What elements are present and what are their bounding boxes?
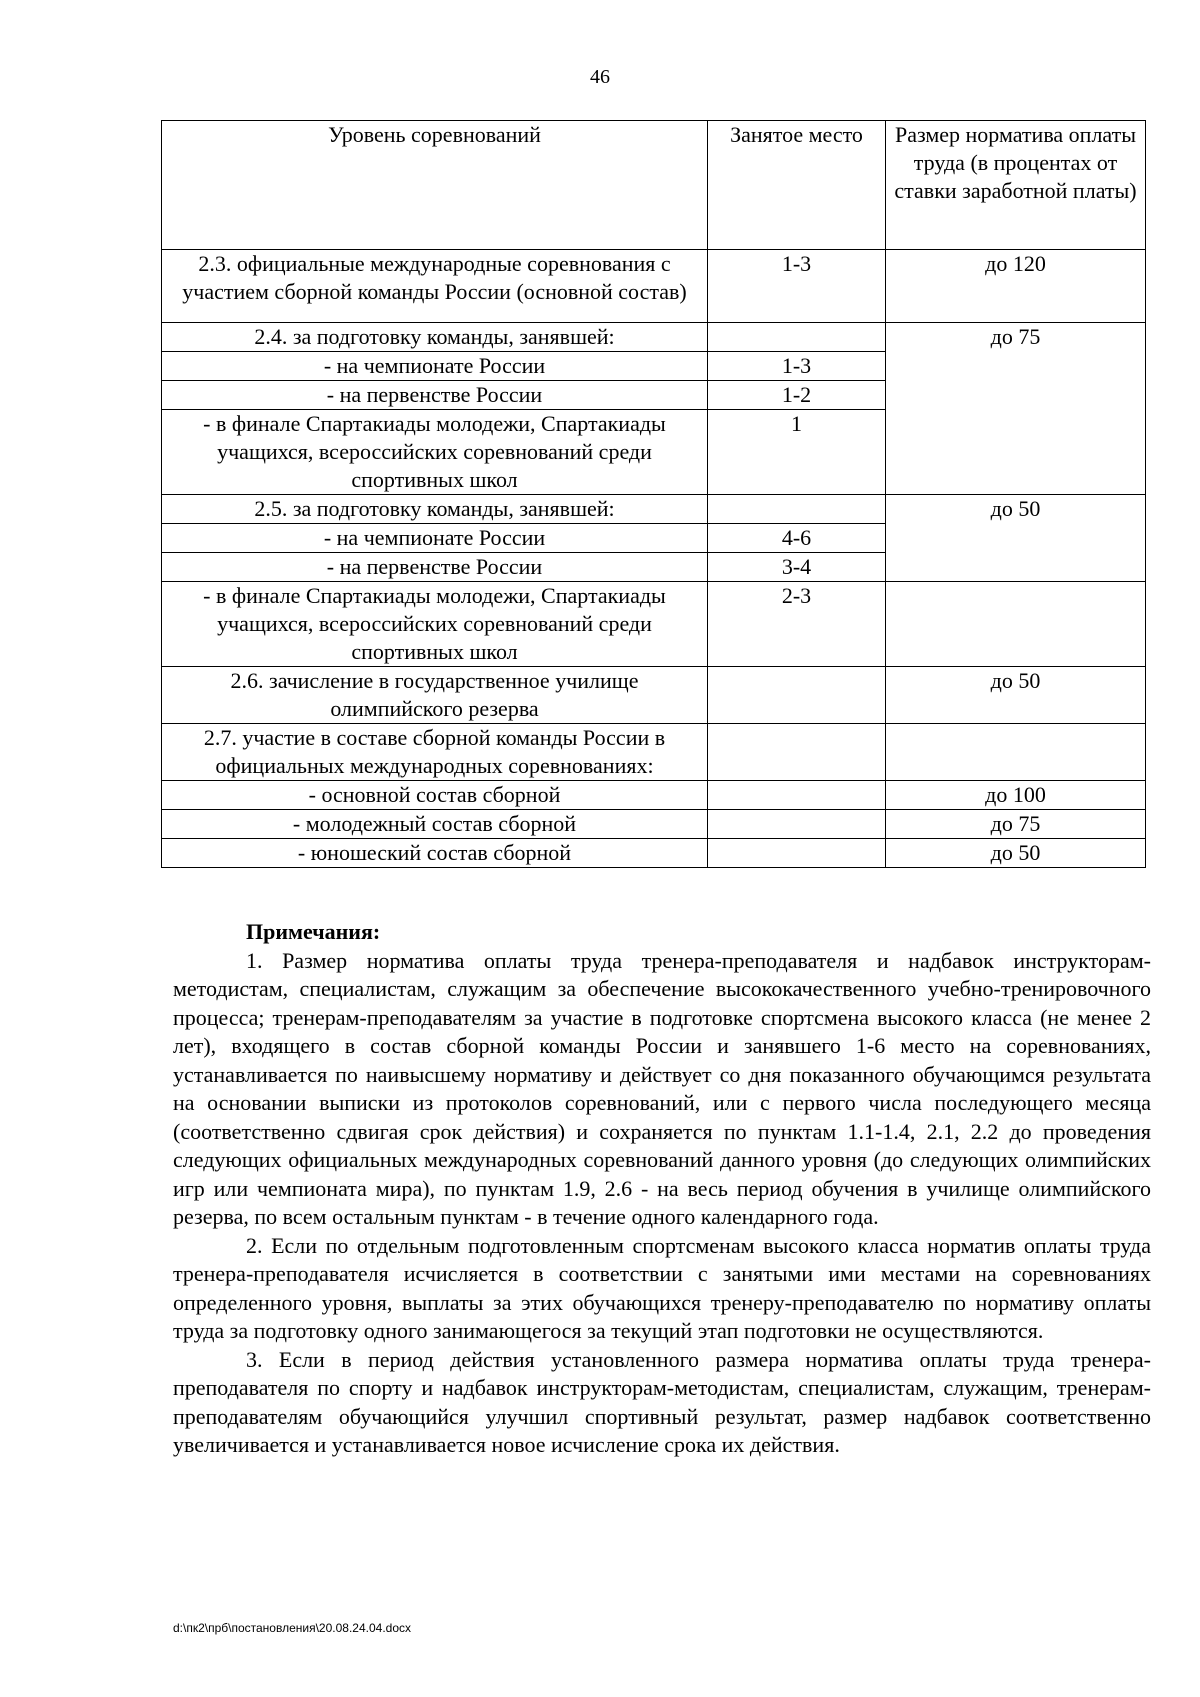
note-paragraph: 2. Если по отдельным подготовленным спортсменам высокого класса норматив оплаты труда тренера-преподавателя исчисляется в соответствии с занятыми ими местами на соревнованиях определенного уровня, выплаты за этих обучающихся тренеру-преподавателю по нормативу оплаты труда за подготовку одного занимающегося за текущий этап подготовки не осуществляются.: [173, 1232, 1151, 1343]
note-paragraph: 3. Если в период действия установленного размера норматива оплаты труда тренера-преподавателя по спорту и надбавок инструкторам-методистам, специалистам, служащим, тренерам-преподавателям обучающийся улучшил спортивный результат, размер надбавок соответственно увеличивается и устанавливается новое исчисление срока их действия.: [173, 1346, 1151, 1457]
norm-cell: до 100: [886, 781, 1146, 810]
place-cell: 3-4: [708, 553, 886, 582]
table-row: [162, 724, 1146, 781]
level-cell: - на чемпионате России: [162, 524, 708, 553]
place-cell: 1-3: [708, 352, 886, 381]
level-cell: - в финале Спартакиады молодежи, Спартакиады учащихся, всероссийских соревнований среди спортивных школ: [162, 410, 708, 495]
level-cell: - на первенстве России: [162, 553, 708, 582]
place-cell: [708, 724, 886, 781]
file-path-footer: d:\пк2\прб\постановления\20.08.24.04.docx: [173, 1621, 411, 1635]
table-row: [162, 667, 1146, 724]
level-cell: - молодежный состав сборной: [162, 810, 708, 839]
header-norm: Размер норматива оплаты труда (в процентах от ставки заработной платы): [886, 121, 1146, 250]
place-cell: [708, 839, 886, 868]
page-number: 46: [590, 66, 610, 88]
place-cell: [708, 781, 886, 810]
norm-cell: до 75: [886, 323, 1146, 495]
norms-table: [161, 120, 1146, 868]
table-row: [162, 250, 1146, 323]
place-cell: 1-2: [708, 381, 886, 410]
place-cell: [708, 323, 886, 352]
level-cell: 2.6. зачисление в государственное училище олимпийского резерва: [162, 667, 708, 724]
norm-cell: до 50: [886, 839, 1146, 868]
place-cell: [708, 667, 886, 724]
note-paragraph: 1. Размер норматива оплаты труда тренера-преподавателя и надбавок инструкторам-методистам, специалистам, служащим за обеспечение высококачественного учебно-тренировочного процесса; тренерам-преподавателям за участие в подготовке спортсмена высокого класса (не менее 2 лет), входящего в состав сборной команды России и занявшего 1-6 место на соревнованиях, устанавливается по наивысшему нормативу и действует со дня показанного обучающимся результата на основании выписки из протоколов соревнований, или с первого числа последующего месяца (соответственно сдвигая срок действия) и сохраняется по пунктам 1.1-1.4, 2.1, 2.2 до проведения следующих официальных международных соревнований данного уровня (до следующих олимпийских игр или чемпионата мира), по пунктам 1.9, 2.6 - на весь период обучения в училище олимпийского резерва, по всем остальным пунктам - в течение одного календарного года.: [173, 947, 1151, 1229]
table-row: [162, 495, 1146, 524]
table-row: [162, 781, 1146, 810]
place-cell: 2-3: [708, 582, 886, 667]
table-row: [162, 839, 1146, 868]
table-header-row: [162, 121, 1146, 250]
notes-section: [173, 918, 1151, 1460]
table-row: [162, 323, 1146, 352]
level-cell: - в финале Спартакиады молодежи, Спартакиады учащихся, всероссийских соревнований среди спортивных школ: [162, 582, 708, 667]
table-row: [162, 582, 1146, 667]
header-level: Уровень соревнований: [162, 121, 708, 250]
level-cell: - основной состав сборной: [162, 781, 708, 810]
level-cell: 2.5. за подготовку команды, занявшей:: [162, 495, 708, 524]
notes-title: Примечания:: [246, 919, 381, 944]
level-cell: 2.4. за подготовку команды, занявшей:: [162, 323, 708, 352]
level-cell: 2.3. официальные международные соревнования с участием сборной команды России (основной состав): [162, 250, 708, 323]
norm-cell: до 50: [886, 495, 1146, 582]
norm-cell: [886, 582, 1146, 667]
place-cell: 1-3: [708, 250, 886, 323]
level-cell: 2.7. участие в составе сборной команды России в официальных международных соревнованиях:: [162, 724, 708, 781]
norm-cell: до 50: [886, 667, 1146, 724]
level-cell: - юношеский состав сборной: [162, 839, 708, 868]
norm-cell: до 120: [886, 250, 1146, 323]
place-cell: [708, 495, 886, 524]
level-cell: - на чемпионате России: [162, 352, 708, 381]
table-row: [162, 810, 1146, 839]
place-cell: [708, 810, 886, 839]
norm-cell: до 75: [886, 810, 1146, 839]
level-cell: - на первенстве России: [162, 381, 708, 410]
place-cell: 4-6: [708, 524, 886, 553]
place-cell: 1: [708, 410, 886, 495]
norm-cell: [886, 724, 1146, 781]
header-place: Занятое место: [708, 121, 886, 250]
